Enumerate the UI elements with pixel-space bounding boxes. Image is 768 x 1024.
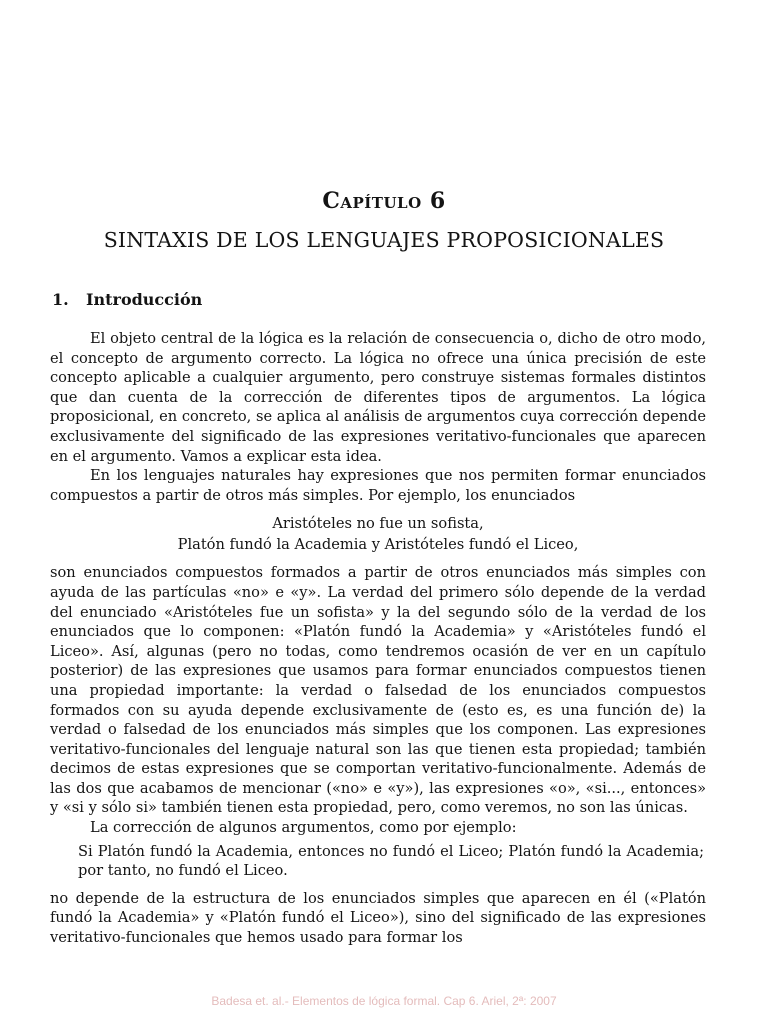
chapter-title: SINTAXIS DE LOS LENGUAJES PROPOSICIONALES (103, 228, 665, 252)
paragraph-5: no depende de la estructura de los enunciados simples que aparecen en él («Platón fundó la Academia» y «Platón fundó el Liceo»), sino del significado de las expresiones veritativo-funcionales que hemos usado para formar los (50, 889, 706, 947)
body-text (50, 329, 706, 948)
example-argument: Si Platón fundó la Academia, entonces no fundó el Liceo; Platón fundó la Academia; por tanto, no fundó el Liceo. (78, 842, 704, 880)
section-number: 1. (52, 290, 69, 309)
paragraph-4: La corrección de algunos argumentos, como por ejemplo: (90, 819, 517, 837)
footer-caption: Badesa et. al.- Elementos de lógica formal. Cap 6. Ariel, 2ª: 2007 (211, 994, 557, 1008)
paragraph-2: En los lenguajes naturales hay expresiones que nos permiten formar enunciados compuestos a partir de otros más simples. Por ejemplo, los enunciados (50, 467, 706, 504)
example-sentences (50, 513, 706, 555)
example-line-1: Aristóteles no fue un sofista, (272, 515, 484, 533)
chapter-label: Capítulo 6 (322, 188, 446, 214)
paragraph-1: El objeto central de la lógica es la relación de consecuencia o, dicho de otro modo, el concepto de argumento correcto. La lógica no ofrece una única precisión de este concepto aplicable a cualquier argumento, pero construye sistemas formales distintos que dan cuenta de la corrección de diferentes tipos de argumentos. La lógica proposicional, en concreto, se aplica al análisis de argumentos cuya corrección depende exclusivamente del significado de las expresiones veritativo-funcionales que aparecen en el argumento. Vamos a explicar esta idea. (50, 330, 706, 465)
section-heading (52, 290, 202, 309)
example-line-2: Platón fundó la Academia y Aristóteles fundó el Liceo, (177, 536, 579, 554)
paragraph-3: son enunciados compuestos formados a partir de otros enunciados más simples con ayuda de las partículas «no» e «y». La verdad del primero sólo depende de la verdad del enunciado «Aristóteles fue un sofista» y la del segundo sólo de la verdad de los enunciados que lo componen: «Platón fundó la Academia» y «Aristóteles fundó el Liceo». Así, algunas (pero no todas, como tendremos ocasión de ver en un capítulo posterior) de las expresiones que usamos para formar enunciados compuestos tienen una propiedad importante: la verdad o falsedad de los enunciados compuestos formados con su ayuda depende exclusivamente de (esto es, es una función de) la verdad o falsedad de los enunciados más simples que los componen. Las expresiones veritativo-funcionales del lenguaje natural son las que tienen esta propiedad; también decimos de estas expresiones que se comportan veritativo-funcionalmente. Además de las dos que acabamos de mencionar («no» e «y»), las expresiones «o», «si..., entonces» y «si y sólo si» también tienen esta propiedad, pero, como veremos, no son las únicas. (50, 564, 706, 817)
section-title: Introducción (86, 290, 203, 309)
